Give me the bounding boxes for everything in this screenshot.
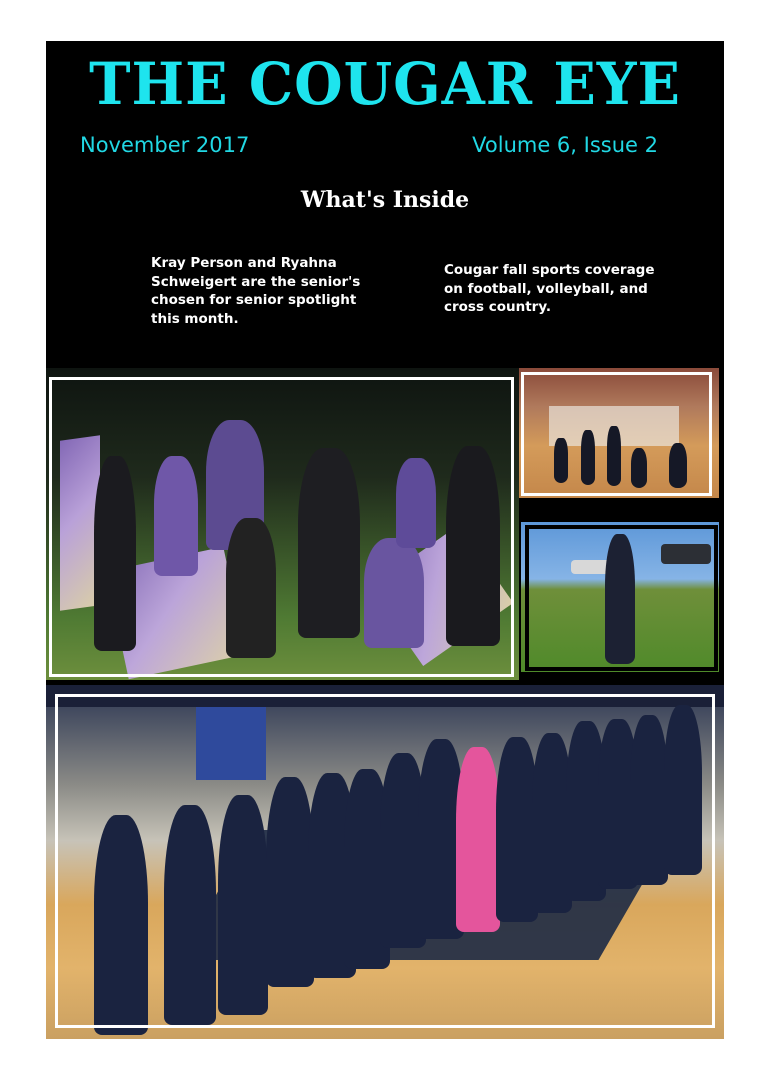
- volleyball-game-photo: [519, 368, 719, 498]
- issue-date: November 2017: [80, 133, 250, 157]
- cross-country-runner-photo: [521, 522, 719, 672]
- issue-volume: Volume 6, Issue 2: [472, 133, 658, 157]
- volleyball-team-photo: [46, 685, 724, 1039]
- photo-frame: [521, 372, 712, 496]
- photo-frame: [49, 377, 514, 677]
- newsletter-header: [46, 41, 724, 365]
- inside-item-fall-sports: Cougar fall sports coverage on football, volleyball, and cross country.: [444, 262, 655, 315]
- photo-frame: [525, 525, 718, 671]
- whats-inside-heading: What's Inside: [300, 187, 470, 213]
- color-guard-photo: [46, 368, 519, 680]
- photo-frame: [55, 694, 715, 1028]
- inside-item-senior-spotlight: Kray Person and Ryahna Schweigert are the senior's chosen for senior spotlight this month.: [151, 255, 361, 327]
- masthead-title: THE COUGAR EYE: [89, 50, 681, 118]
